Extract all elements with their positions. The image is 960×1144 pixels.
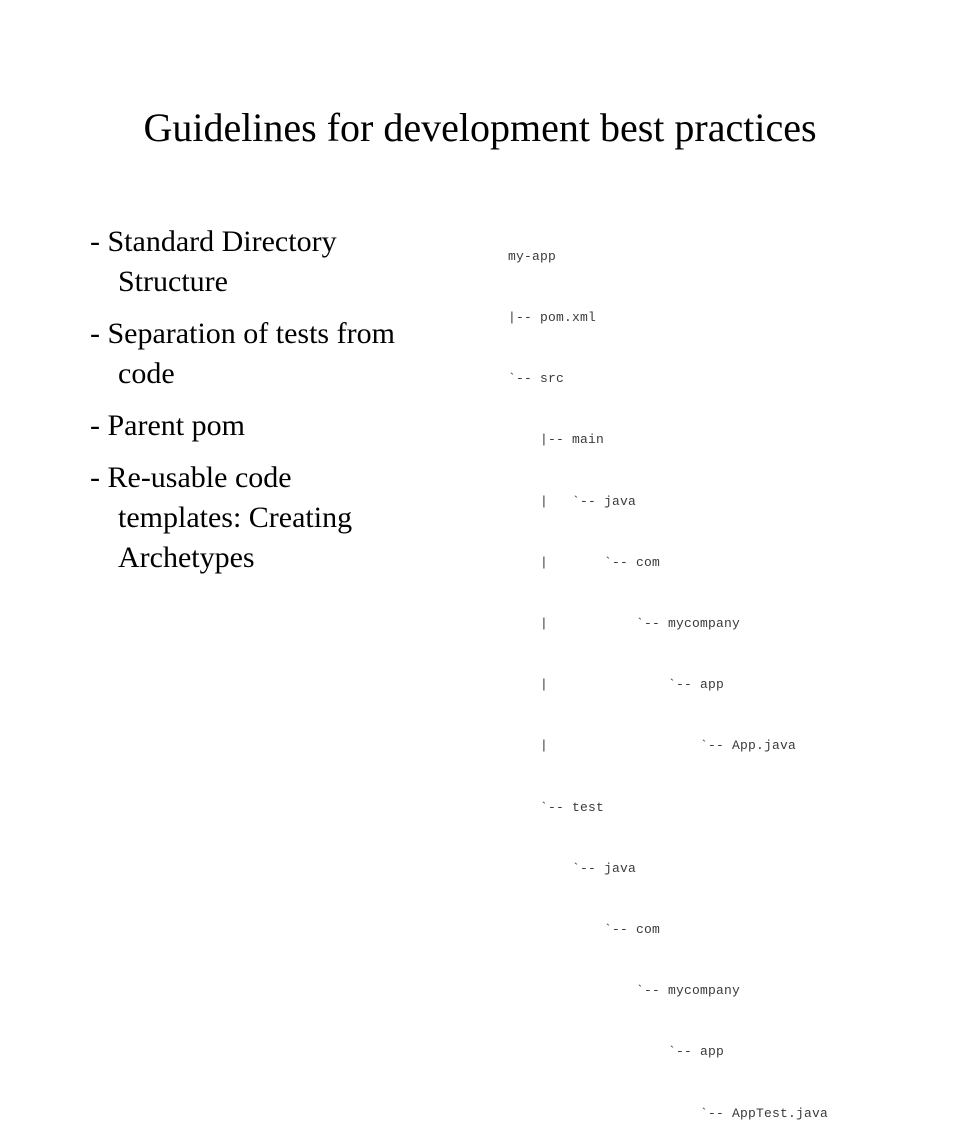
tree-line-main-app: | `-- app — [508, 677, 725, 693]
bullet-list — [90, 222, 490, 590]
tree-line-apptest-java: `-- AppTest.java — [508, 1105, 829, 1121]
tree-line-test: `-- test — [508, 799, 605, 815]
bullet-item-separation-of-tests — [90, 314, 490, 394]
tree-line-main-mycompany: | `-- mycompany — [508, 616, 741, 632]
bullet-line: - Re-usable code — [90, 461, 292, 494]
tree-line-src: `-- src — [508, 371, 565, 387]
tree-line-app-java: | `-- App.java — [508, 738, 797, 754]
tree-line-main: |-- main — [508, 432, 605, 448]
bullet-line: - Separation of tests from — [90, 317, 395, 350]
bullet-line: - Standard Directory — [90, 225, 337, 258]
bullet-line-continuation: code — [118, 357, 175, 390]
bullet-line-continuation: Archetypes — [118, 541, 255, 574]
bullet-line-continuation: templates: Creating — [118, 501, 353, 534]
tree-line-my-app: my-app — [508, 248, 557, 264]
tree-line-test-com: `-- com — [508, 922, 661, 938]
tree-line-test-java: `-- java — [508, 860, 637, 876]
bullet-line: - Parent pom — [90, 409, 245, 442]
slide-title: Guidelines for development best practices — [143, 105, 817, 150]
tree-line-pom-xml: |-- pom.xml — [508, 310, 597, 326]
bullet-line-continuation: Structure — [118, 265, 228, 298]
tree-line-test-mycompany: `-- mycompany — [508, 983, 741, 999]
tree-line-main-java: | `-- java — [508, 493, 637, 509]
tree-line-main-com: | `-- com — [508, 554, 661, 570]
bullet-item-standard-directory — [90, 222, 490, 302]
directory-tree-image — [508, 206, 828, 1144]
bullet-item-parent-pom — [90, 406, 490, 446]
tree-line-test-app: `-- app — [508, 1044, 725, 1060]
bullet-item-reusable-templates — [90, 458, 490, 578]
